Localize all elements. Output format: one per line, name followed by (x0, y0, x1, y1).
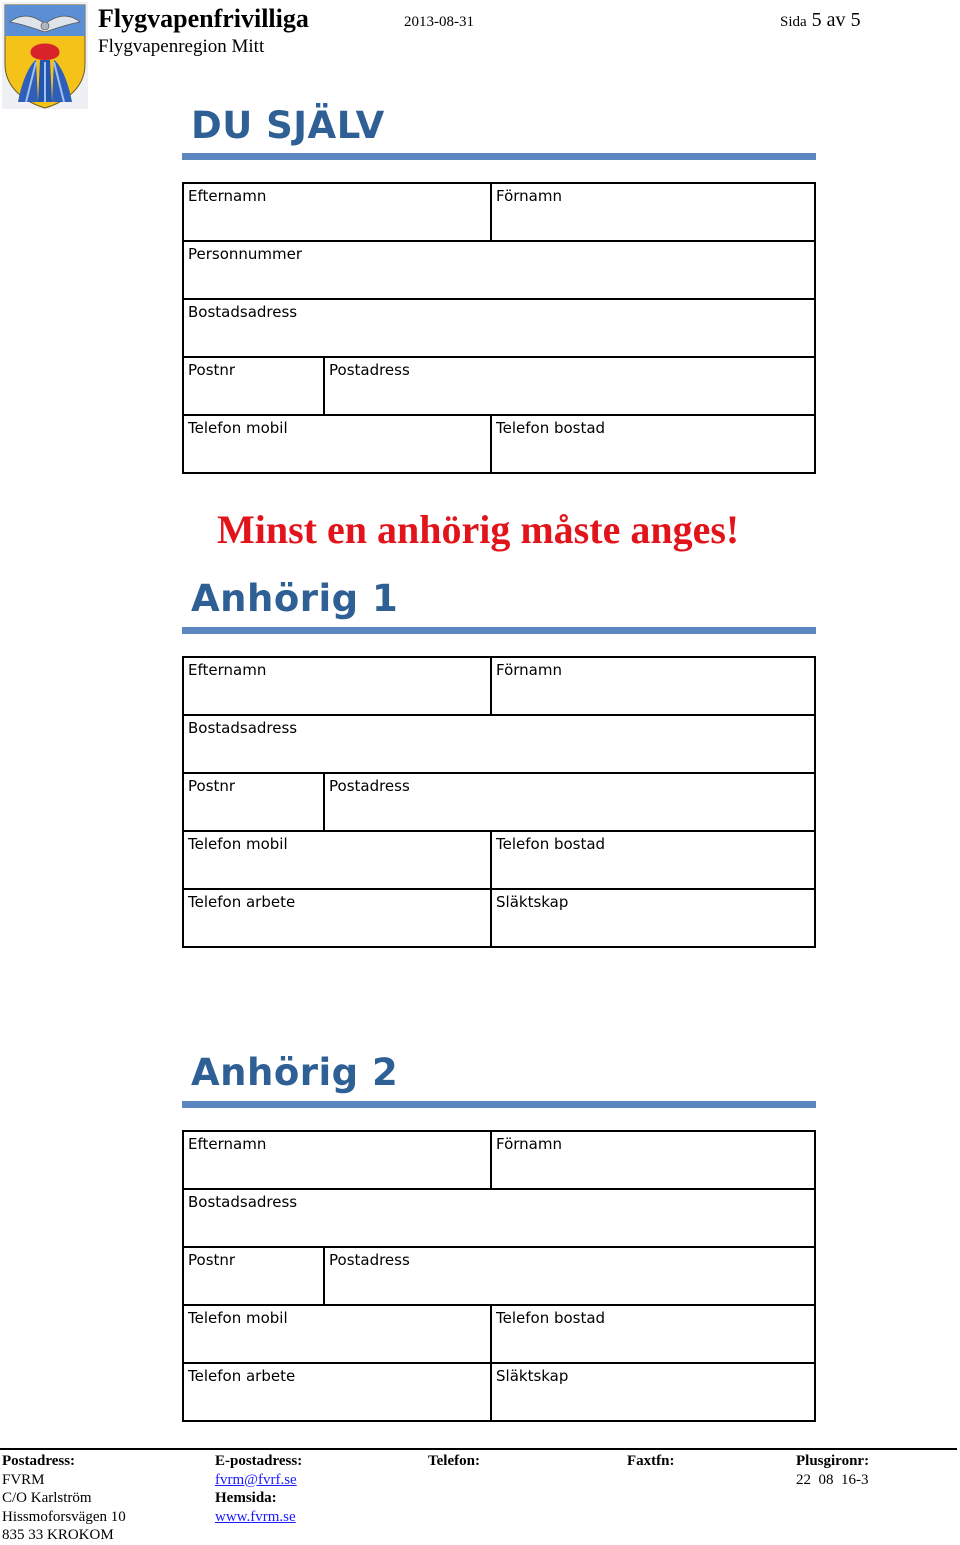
field-label: Postnr (188, 1251, 236, 1269)
page-total: 5 (850, 9, 861, 31)
field-label: Telefon arbete (188, 893, 296, 911)
form-row (184, 830, 814, 888)
self-firstname-field[interactable] (490, 184, 814, 240)
footer-plusgiro-label: Plusgironr: (796, 1453, 870, 1469)
footer-fax (627, 1452, 675, 1471)
page-current: 5 (811, 9, 822, 31)
footer-website-link[interactable]: www.fvrm.se (215, 1508, 296, 1525)
section-title-relative-2: Anhörig 2 (191, 1051, 399, 1094)
relative-1-postnr-field[interactable] (184, 774, 323, 830)
field-label: Postadress (329, 361, 410, 379)
form-row (184, 184, 814, 240)
field-label: Telefon bostad (496, 835, 606, 853)
form-row (184, 414, 814, 472)
relative-2-form (182, 1130, 816, 1422)
field-label: Personnummer (188, 245, 303, 263)
footer-postadress-line: FVRM (2, 1471, 45, 1488)
self-mobile-field[interactable] (184, 416, 490, 472)
self-postadress-field[interactable] (323, 358, 814, 414)
field-label: Postadress (329, 777, 410, 795)
section-rule (182, 153, 816, 160)
field-label: Förnamn (496, 661, 562, 679)
required-warning: Minst en anhörig måste anges! (217, 507, 740, 552)
field-label: Släktskap (496, 1367, 569, 1385)
field-label: Telefon mobil (188, 835, 288, 853)
section-rule (182, 1101, 816, 1108)
relative-2-address-field[interactable] (184, 1190, 814, 1246)
field-label: Postnr (188, 361, 236, 379)
field-label: Bostadsadress (188, 303, 298, 321)
footer-fax-label: Faxtfn: (627, 1453, 675, 1469)
footer-postadress-line: C/O Karlström (2, 1490, 92, 1506)
section-title-self: DU SJÄLV (191, 104, 385, 147)
organization-region: Flygvapenregion Mitt (98, 36, 265, 57)
form-row (184, 772, 814, 830)
field-label: Telefon bostad (496, 1309, 606, 1327)
self-form (182, 182, 816, 474)
field-label: Förnamn (496, 187, 562, 205)
form-row (184, 240, 814, 298)
relative-1-firstname-field[interactable] (490, 658, 814, 714)
footer-website-label: Hemsida: (215, 1490, 277, 1506)
section-title-relative-1: Anhörig 1 (191, 577, 399, 620)
footer-phone-label: Telefon: (428, 1453, 480, 1469)
page-indicator (780, 9, 861, 32)
relative-2-postadress-field[interactable] (323, 1248, 814, 1304)
form-row (184, 356, 814, 414)
footer-rule (0, 1448, 957, 1450)
page-of: av (826, 9, 846, 31)
self-lastname-field[interactable] (184, 184, 490, 240)
relative-1-postadress-field[interactable] (323, 774, 814, 830)
footer-email-link[interactable]: fvrm@fvrf.se (215, 1471, 297, 1488)
field-label: Telefon mobil (188, 1309, 288, 1327)
field-label: Telefon bostad (496, 419, 606, 437)
form-row (184, 1188, 814, 1246)
relative-1-form (182, 656, 816, 948)
relative-1-mobile-field[interactable] (184, 832, 490, 888)
relative-2-relation-field[interactable] (490, 1364, 814, 1420)
relative-1-home-phone-field[interactable] (490, 832, 814, 888)
form-row (184, 298, 814, 356)
form-row (184, 1304, 814, 1362)
form-row (184, 658, 814, 714)
field-label: Telefon mobil (188, 419, 288, 437)
field-label: Postadress (329, 1251, 410, 1269)
relative-1-address-field[interactable] (184, 716, 814, 772)
section-rule (182, 627, 816, 634)
footer-postadress-line: Hissmoforsvägen 10 (2, 1508, 126, 1525)
relative-2-home-phone-field[interactable] (490, 1306, 814, 1362)
relative-1-lastname-field[interactable] (184, 658, 490, 714)
field-label: Efternamn (188, 661, 267, 679)
self-personnummer-field[interactable] (184, 242, 814, 298)
footer-plusgiro (796, 1452, 869, 1489)
field-label: Telefon arbete (188, 1367, 296, 1385)
self-home-phone-field[interactable] (490, 416, 814, 472)
self-address-field[interactable] (184, 300, 814, 356)
field-label: Bostadsadress (188, 719, 298, 737)
relative-2-mobile-field[interactable] (184, 1306, 490, 1362)
relative-1-work-phone-field[interactable] (184, 890, 490, 946)
footer-contact (215, 1452, 302, 1526)
footer-postal (2, 1452, 126, 1545)
footer-email-label: E-postadress: (215, 1453, 303, 1469)
form-row (184, 1246, 814, 1304)
footer-plusgiro-value: 22 08 16-3 (796, 1471, 869, 1488)
document-date: 2013-08-31 (404, 14, 474, 30)
relative-1-relation-field[interactable] (490, 890, 814, 946)
form-row (184, 714, 814, 772)
relative-2-work-phone-field[interactable] (184, 1364, 490, 1420)
form-row (184, 1132, 814, 1188)
field-label: Bostadsadress (188, 1193, 298, 1211)
organization-name: Flygvapenfrivilliga (98, 4, 309, 33)
page-prefix: Sida (780, 14, 807, 30)
field-label: Släktskap (496, 893, 569, 911)
footer-phone (428, 1452, 480, 1471)
relative-2-postnr-field[interactable] (184, 1248, 323, 1304)
footer-postadress-label: Postadress: (2, 1453, 76, 1469)
relative-2-firstname-field[interactable] (490, 1132, 814, 1188)
form-row (184, 1362, 814, 1420)
field-label: Efternamn (188, 1135, 267, 1153)
coat-of-arms-icon (2, 2, 88, 109)
field-label: Efternamn (188, 187, 267, 205)
field-label: Postnr (188, 777, 236, 795)
self-postnr-field[interactable] (184, 358, 323, 414)
footer-postadress-line: 835 33 KROKOM (2, 1527, 114, 1543)
field-label: Förnamn (496, 1135, 562, 1153)
form-row (184, 888, 814, 946)
relative-2-lastname-field[interactable] (184, 1132, 490, 1188)
